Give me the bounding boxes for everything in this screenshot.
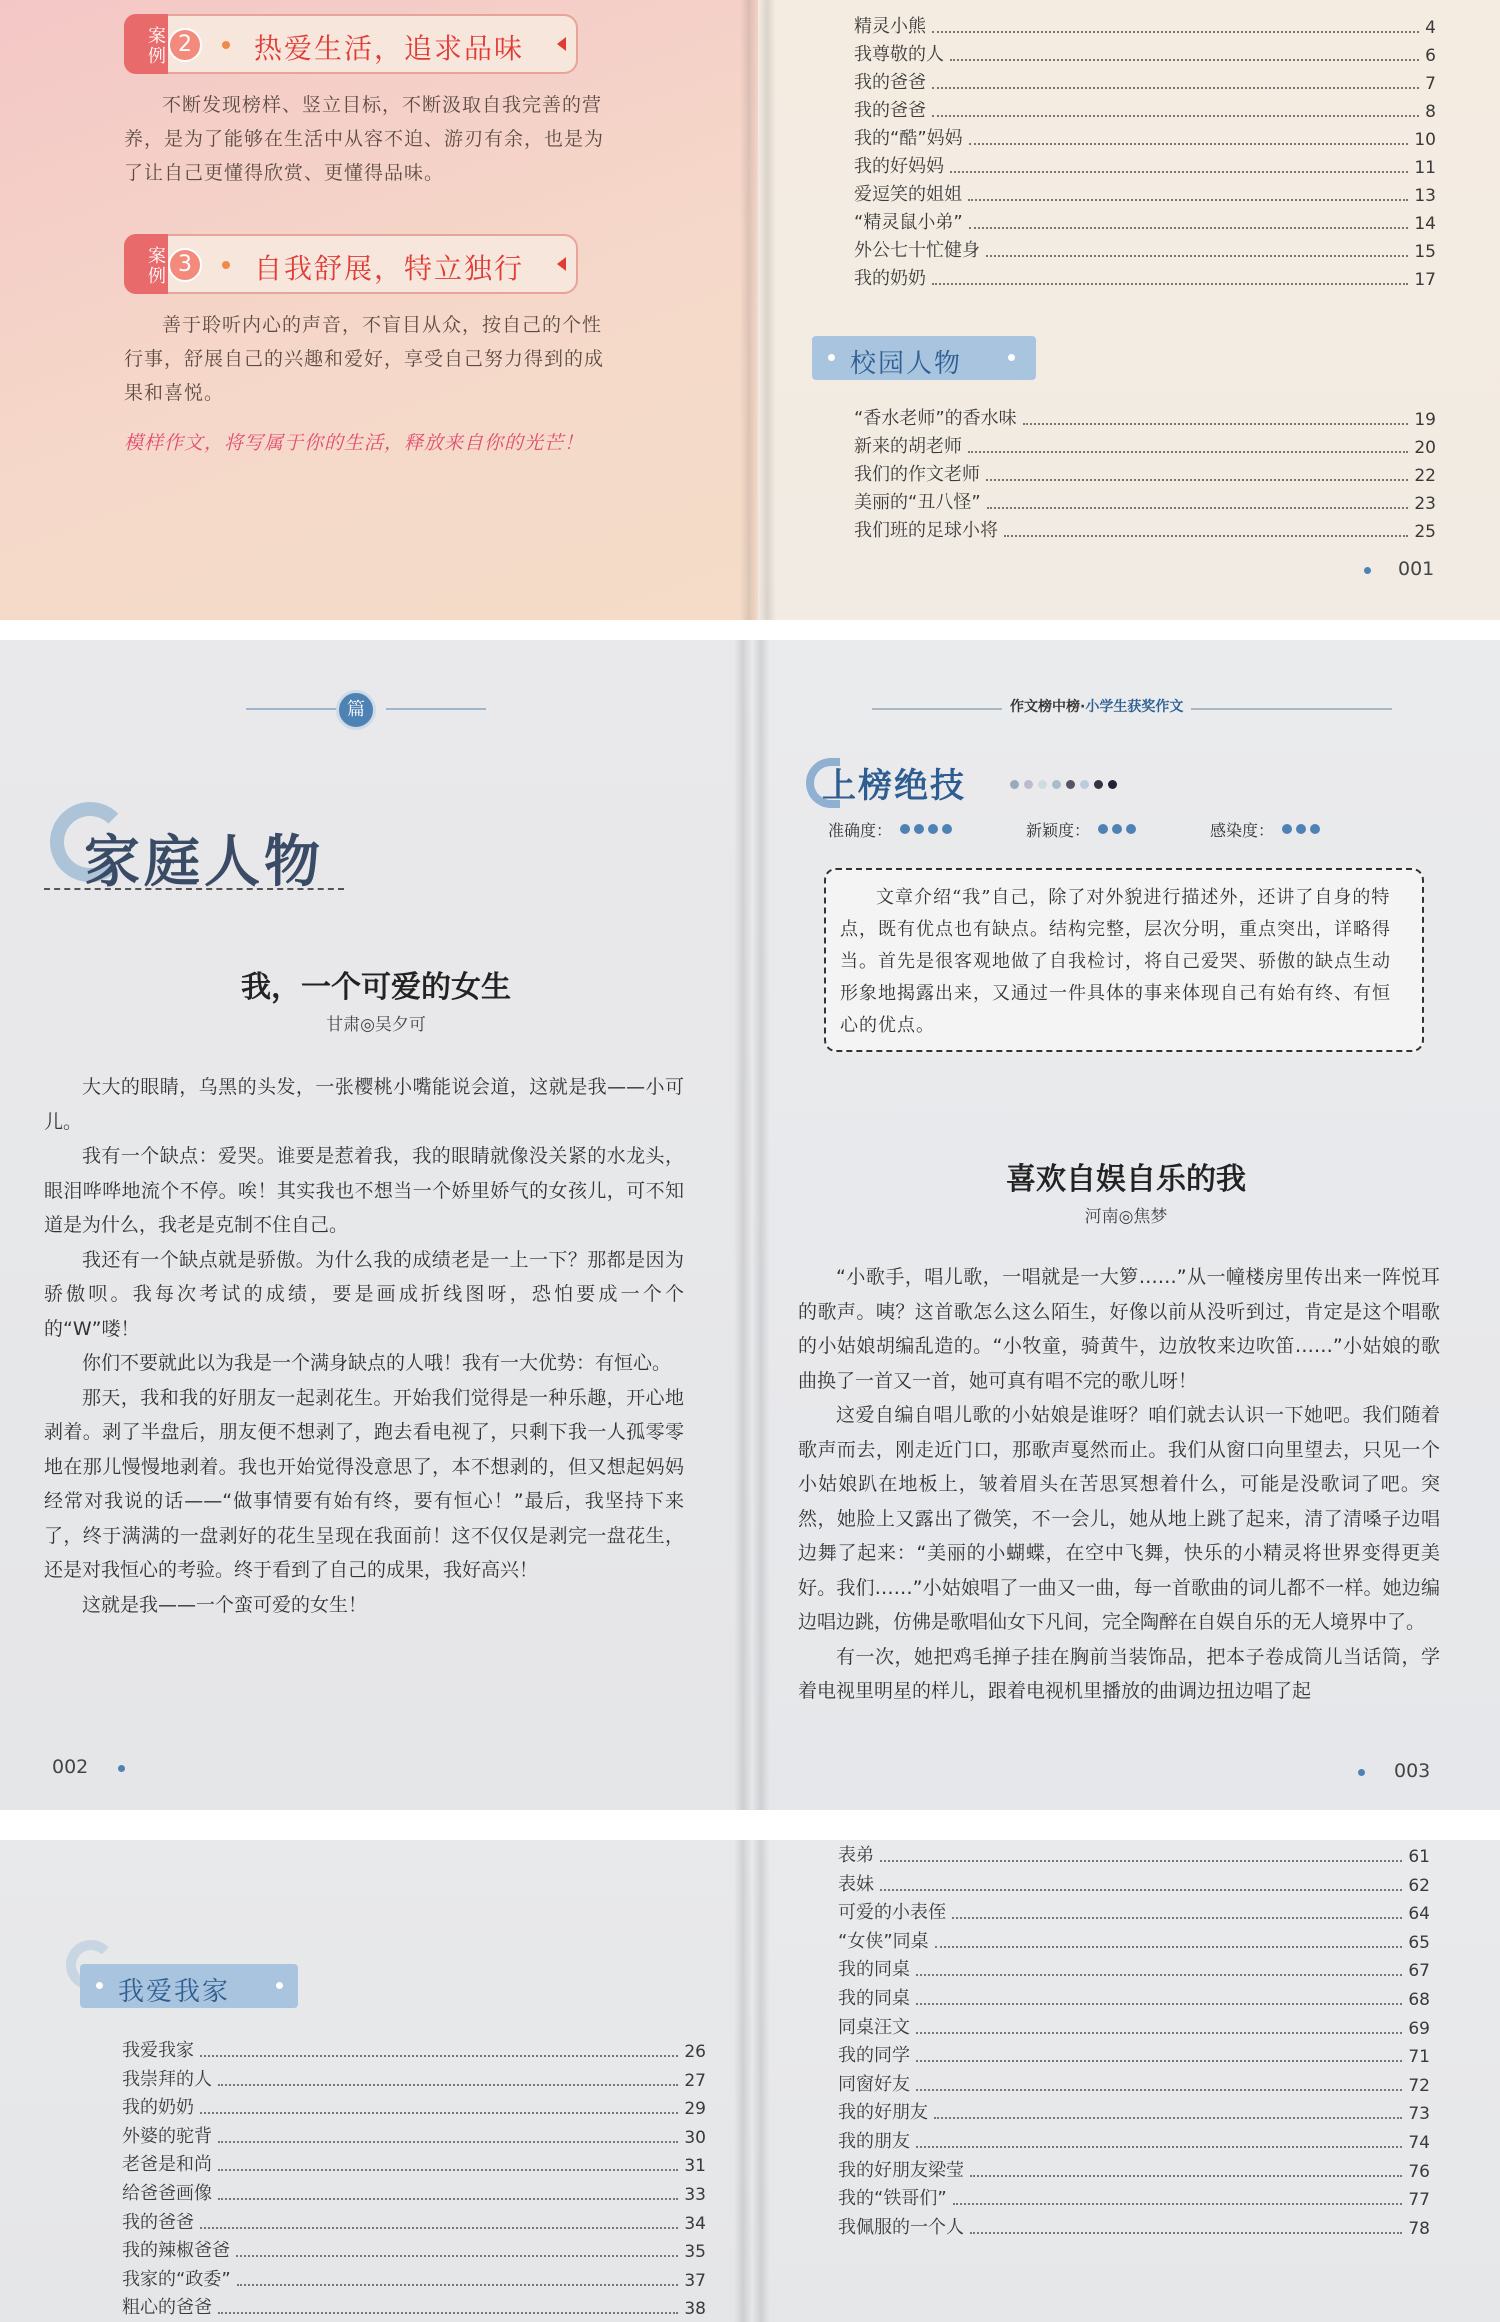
toc-entry-title: 外公七十忙健身 [854,240,980,261]
toc-entry-title: 我的爸爸 [854,100,926,121]
toc-entry-page: 73 [1408,2104,1430,2125]
toc-entry[interactable] [838,2184,1430,2210]
toc-entry[interactable] [122,2265,706,2291]
toc-entry-title: “香水老师”的香水味 [854,408,1017,429]
toc-leader-dots [952,1917,1402,1919]
page-case-intro [0,0,758,620]
rating-label: 感染度： [1210,821,1275,840]
toc-entry-title: 我的好朋友梁莹 [838,2159,964,2181]
article-body [798,1260,1440,1709]
page-toc-1 [758,0,1500,620]
chapter-badge: 篇 [336,690,376,730]
toc-entry-title: 外婆的驼背 [122,2125,212,2147]
toc-leader-dots [200,2112,678,2114]
toc-entry[interactable] [854,236,1436,262]
bullet-dot-icon [222,41,230,49]
toc-entry-page: 20 [1414,438,1436,458]
toc-entry[interactable] [838,1984,1430,2010]
rating-dot-icon [1282,824,1292,834]
article-title: 我，一个可爱的女生 [241,970,511,1005]
toc-entry[interactable] [854,40,1436,66]
section-title: 我爱我家 [118,1977,231,2007]
rating-dot-icon [928,824,938,834]
toc-entry-title: 我的奶奶 [122,2097,194,2119]
toc-entry-page: 35 [684,2242,706,2263]
rating-dot-icon [942,824,952,834]
toc-leader-dots [953,2203,1403,2205]
case-3-number: 3 [168,248,202,282]
toc-leader-dots [200,2055,678,2057]
toc-entry-page: 33 [684,2185,706,2205]
article-body [44,1070,684,1622]
case-3-banner [124,234,578,294]
toc-entry-title: 同桌汪文 [838,2016,910,2038]
toc-leader-dots [916,2146,1402,2148]
toc-entry[interactable] [838,2213,1430,2239]
toc-entry[interactable] [838,2098,1430,2124]
toc-entry-page: 64 [1408,1904,1430,1925]
article-author: 甘肃◎吴夕可 [326,1015,426,1035]
article-paragraph: “小歌手，唱儿歌，一唱就是一大箩……”从一幢楼房里传出来一阵悦耳的歌声。咦？这首歌怎么这么陌生，好像以前从没听到过，肯定是这个唱歌的小姑娘胡编乱造的。“小牧童，骑黄牛，边放牧来边吹笛……”小姑娘的歌曲换了一首又一首，她可真有唱不完的歌儿呀！ [798,1266,1440,1392]
toc-entry-title: 我们班的足球小将 [854,520,998,541]
toc-leader-dots [968,451,1408,453]
toc-leader-dots [880,1860,1402,1862]
toc-leader-dots [1023,423,1409,425]
toc-entry-page: 17 [1414,270,1436,290]
toc-entry-title: 我的“铁哥们” [838,2188,947,2210]
toc-leader-dots [218,2084,678,2086]
article-paragraph: 那天，我和我的好朋友一起剥花生。开始我们觉得是一种乐趣，开心地剥着。剥了半盘后，朋友便不想剥了，跑去看电视了，只剩下我一人孤零零地在那儿慢慢地剥着。我也开始觉得没意思了，本不想剥的，但又想起妈妈经常对我说的话——“做事情要有始有终，要有恒心！”最后，我坚持下来了，终于满满的一盘剥好的花生呈现在我面前！这不仅仅是剥完一盘花生，还是对我恒心的考验。终于看到了自己的成果，我好高兴！ [44,1386,684,1581]
dot-icon [118,1765,125,1772]
toc-entry[interactable] [854,68,1436,94]
toc-leader-dots [218,2198,678,2200]
toc-entry[interactable] [854,208,1436,234]
running-header-text [1002,696,1191,716]
toc-entry[interactable] [122,2179,706,2205]
rating-dot-icon [1112,824,1122,834]
toc-entry[interactable] [122,2293,706,2319]
toc-leader-dots [916,2089,1402,2091]
toc-leader-dots [950,171,1408,173]
toc-entry-page: 15 [1414,242,1436,262]
toc-entry-page: 34 [684,2213,706,2234]
toc-entry[interactable] [122,2208,706,2234]
toc-entry-page: 11 [1414,158,1436,178]
toc-leader-dots [935,1946,1403,1948]
toc-entry-title: 可爱的小表侄 [838,1902,946,1924]
toc-entry-page: 30 [684,2127,706,2148]
toc-leader-dots [932,87,1419,89]
toc-entry-title: 表妹 [838,1873,874,1895]
section-banner-campus [812,336,1036,380]
toc-entry-title: 我家的“政委” [122,2268,231,2290]
toc-entry-page: 7 [1425,74,1436,94]
toc-entry-page: 29 [684,2099,706,2120]
toc-entry-page: 26 [684,2042,706,2062]
toc-leader-dots [970,2175,1402,2177]
toc-leader-dots [932,31,1419,33]
toc-entry-title: 我的“酷”妈妈 [854,128,963,149]
article-paragraph: 这就是我——一个蛮可爱的女生！ [82,1593,368,1616]
toc-entry[interactable] [854,404,1436,430]
toc-leader-dots [200,2227,678,2229]
toc-entry-page: 38 [684,2299,706,2320]
toc-entry[interactable] [854,516,1436,542]
toc-entry-page: 76 [1408,2161,1430,2182]
bullet-dot-icon [828,354,835,361]
toc-entry-page: 74 [1408,2133,1430,2153]
chapter-underline [44,888,344,890]
toc-entry-page: 69 [1408,2018,1430,2039]
toc-leader-dots [916,1974,1402,1976]
rating-label: 准确度： [828,821,893,840]
toc-entry-page: 68 [1408,1990,1430,2010]
section-banner-family [80,1964,298,2008]
toc-entry-title: “精灵鼠小弟” [854,212,963,233]
page-article-1 [0,640,752,1810]
toc-entry[interactable] [854,264,1436,290]
rating-dot-icon [1310,824,1320,834]
toc-entry-page: 8 [1425,102,1436,122]
toc-entry-page: 65 [1408,1932,1430,1953]
toc-entry-title: 我崇拜的人 [122,2068,212,2090]
toc-leader-dots [236,2255,678,2257]
toc-leader-dots [986,479,1408,481]
ratings-row [828,818,1428,842]
case-2-tag: 案例 [124,14,168,74]
case-2-text: 不断发现榜样、竖立目标，不断汲取自我完善的营养，是为了能够在生活中从容不迫、游刃有余，也是为了让自己更懂得欣赏、更懂得品味。 [124,94,605,184]
toc-entry-title: 同窗好友 [838,2073,910,2095]
toc-entry-title: 我的好朋友 [838,2102,928,2124]
article-paragraph: 你们不要就此以为我是一个满身缺点的人哦！我有一大优势：有恒心。 [82,1352,672,1374]
page-toc-2 [0,1840,752,2322]
page-number: 003 [1394,1760,1431,1782]
rating-dot-icon [900,824,910,834]
rating-dot-icon [1098,824,1108,834]
page-number: 002 [52,1756,89,1778]
toc-leader-dots [1004,535,1408,537]
toc-entry-title: 美丽的“丑八怪” [854,492,981,513]
case-2-title: 热爱生活，追求品味 [254,32,525,65]
toc-entry-title: 我们的作文老师 [854,464,980,485]
toc-entry-page: 4 [1425,18,1436,38]
toc-entry[interactable] [838,1927,1430,1953]
toc-leader-dots [934,2117,1402,2119]
toc-leader-dots [916,2032,1402,2034]
article-author: 河南◎焦梦 [1084,1207,1168,1227]
toc-entry-title: 给爸爸画像 [122,2183,212,2204]
toc-entry-page: 71 [1408,2047,1430,2068]
toc-entry-page: 67 [1408,1961,1430,1982]
toc-entry-page: 22 [1414,466,1436,486]
toc-entry-title: 老爸是和尚 [122,2154,212,2176]
toc-leader-dots [916,2060,1402,2062]
toc-leader-dots [218,2169,678,2171]
toc-entry[interactable] [854,460,1436,486]
toc-entry[interactable] [838,1955,1430,1981]
toc-entry-title: 我佩服的一个人 [838,2216,964,2238]
article-title: 喜欢自娱自乐的我 [1006,1162,1246,1197]
toc-entry-page: 23 [1414,494,1436,514]
rating-dot-icon [1126,824,1136,834]
toc-entry[interactable] [838,1870,1430,1896]
review-comment-box: 文章介绍“我”自己，除了对外貌进行描述外，还讲了自身的特点，既有优点也有缺点。结构完整，层次分明，重点突出，详略得当。首先是很客观地做了自我检讨，将自己爱哭、骄傲的缺点生动形象地揭露出来，又通过一件具体的事来体现自己有始有终、有恒心的优点。 [824,868,1424,1052]
toc-entry-page: 61 [1408,1847,1430,1867]
triangle-left-icon [557,257,566,271]
toc-entry-title: 我的爸爸 [122,2211,194,2233]
bullet-dot-icon [222,261,230,269]
slogan: 模样作文，将写属于你的生活，释放来自你的光芒！ [124,432,585,454]
header-series: 作文榜中榜· [1010,699,1086,715]
toc-entry[interactable] [854,152,1436,178]
toc-entry-page: 14 [1414,214,1436,234]
toc-entry-page: 31 [684,2156,706,2177]
toc-entry-title: 我的同学 [838,2045,910,2067]
toc-entry-title: 我的爸爸 [854,72,926,93]
toc-leader-dots [916,2003,1402,2005]
dot-icon [1364,567,1371,574]
toc-entry[interactable] [122,2122,706,2148]
bullet-dot-icon [276,1982,283,1989]
toc-entry[interactable] [838,2156,1430,2182]
toc-entry-title: 我爱我家 [122,2040,194,2061]
toc-entry-page: 19 [1414,410,1436,430]
toc-entry-page: 37 [684,2270,706,2291]
case-3-text: 善于聆听内心的声音，不盲目从众，按自己的个性行事，舒展自己的兴趣和爱好，享受自己努力得到的成果和喜悦。 [124,314,605,404]
page-number: 001 [1398,558,1435,580]
toc-entry[interactable] [838,1841,1430,1867]
toc-leader-dots [880,1889,1402,1891]
case-2-banner [124,14,578,74]
toc-leader-dots [237,2284,679,2286]
toc-entry[interactable] [854,432,1436,458]
dot-icon [1358,1769,1365,1776]
toc-leader-dots [218,2312,678,2314]
case-3-tag: 案例 [124,234,168,294]
toc-entry-page: 27 [684,2070,706,2091]
toc-entry-title: “女侠”同桌 [838,1930,929,1952]
toc-entry[interactable] [122,2065,706,2091]
chapter-title: 家庭人物 [84,830,324,895]
toc-entry[interactable] [854,488,1436,514]
toc-entry-title: 精灵小熊 [854,16,926,37]
header-book: 小学生获奖作文 [1085,699,1184,715]
toc-entry-title: 爱逗笑的姐姐 [854,184,962,205]
toc-entry[interactable] [838,2070,1430,2096]
triangle-left-icon [557,37,566,51]
rating-label: 新颖度： [1026,821,1091,840]
toc-entry-page: 25 [1414,522,1436,542]
toc-entry[interactable] [122,2093,706,2119]
skill-title: 上榜绝技 [822,766,966,806]
toc-leader-dots [218,2141,678,2143]
section-title: 校园人物 [850,349,963,379]
toc-leader-dots [969,143,1409,145]
toc-entry[interactable] [854,124,1436,150]
toc-leader-dots [969,227,1409,229]
toc-entry-page: 78 [1408,2218,1430,2239]
toc-entry-page: 62 [1408,1875,1430,1896]
toc-entry-title: 粗心的爸爸 [122,2297,212,2319]
toc-entry-page: 13 [1414,186,1436,206]
toc-entry-page: 72 [1408,2075,1430,2096]
skill-dots-decoration [1010,776,1170,796]
toc-entry-page: 77 [1408,2190,1430,2211]
article-paragraph: 这爱自编自唱儿歌的小姑娘是谁呀？咱们就去认识一下她吧。我们随着歌声而去，刚走近门口，那歌声戛然而止。我们从窗口向里望去，只见一个小姑娘趴在地板上，皱着眉头在苦思冥想着什么，可能是没歌词了吧。突然，她脸上又露出了微笑，不一会儿，她从地上跳了起来，清了清嗓子边唱边舞了起来：“美丽的小蝴蝶，在空中飞舞，快乐的小精灵将世界变得更美好。我们……”小姑娘唱了一曲又一曲，每一首歌曲的词儿都不一样。她边编边唱边跳，仿佛是歌唱仙女下凡间，完全陶醉在自娱自乐的无人境界中了。 [798,1404,1440,1633]
page-toc-3 [752,1840,1500,2322]
toc-entry[interactable] [838,2041,1430,2067]
divider-line [386,708,486,710]
toc-leader-dots [970,2232,1402,2234]
toc-entry[interactable] [122,2150,706,2176]
toc-entry-page: 6 [1425,46,1436,66]
toc-leader-dots [987,507,1409,509]
toc-entry[interactable] [854,12,1436,38]
rating-dot-icon [914,824,924,834]
divider-line [246,708,346,710]
toc-leader-dots [986,255,1408,257]
toc-entry-title: 我的同桌 [838,1988,910,2009]
toc-leader-dots [950,59,1419,61]
article-paragraph: 有一次，她把鸡毛掸子挂在胸前当装饰品，把本子卷成筒儿当话筒，学着电视里明星的样儿，跟着电视机里播放的曲调边扭边唱了起 [798,1645,1440,1702]
toc-leader-dots [932,283,1408,285]
toc-leader-dots [932,115,1419,117]
article-paragraph: 我有一个缺点：爱哭。谁要是惹着我，我的眼睛就像没关紧的水龙头，眼泪哗哗地流个不停。唉！其实我也不想当一个娇里娇气的女孩儿，可不知道是为什么，我老是克制不住自己。 [44,1145,684,1236]
toc-entry-title: 我尊敬的人 [854,44,944,65]
toc-entry[interactable] [838,1898,1430,1924]
toc-entry[interactable] [838,2127,1430,2153]
case-2-number: 2 [168,28,202,62]
article-paragraph: 我还有一个缺点就是骄傲。为什么我的成绩老是一上一下？那都是因为骄傲呗。我每次考试的成绩，要是画成折线图呀，恐怕要成一个个的“W”喽！ [44,1248,684,1340]
toc-entry[interactable] [122,2036,706,2062]
toc-entry-title: 我的同桌 [838,1959,910,1981]
toc-entry[interactable] [122,2236,706,2262]
toc-entry-title: 我的奶奶 [854,268,926,289]
toc-entry-title: 表弟 [838,1845,874,1866]
toc-entry[interactable] [854,180,1436,206]
toc-entry-title: 新来的胡老师 [854,436,962,457]
toc-entry-page: 10 [1414,130,1436,150]
toc-entry-title: 我的好妈妈 [854,156,944,177]
page-article-2 [752,640,1500,1810]
article-paragraph: 大大的眼睛，乌黑的头发，一张樱桃小嘴能说会道，这就是我——小可儿。 [44,1076,684,1133]
toc-entry[interactable] [854,96,1436,122]
bullet-dot-icon [96,1982,103,1989]
case-3-title: 自我舒展，特立独行 [254,252,525,285]
bullet-dot-icon [1008,354,1015,361]
toc-leader-dots [968,199,1408,201]
toc-entry[interactable] [838,2013,1430,2039]
toc-entry-title: 我的辣椒爸爸 [122,2240,230,2262]
toc-entry-title: 我的朋友 [838,2131,910,2152]
rating-dot-icon [1296,824,1306,834]
